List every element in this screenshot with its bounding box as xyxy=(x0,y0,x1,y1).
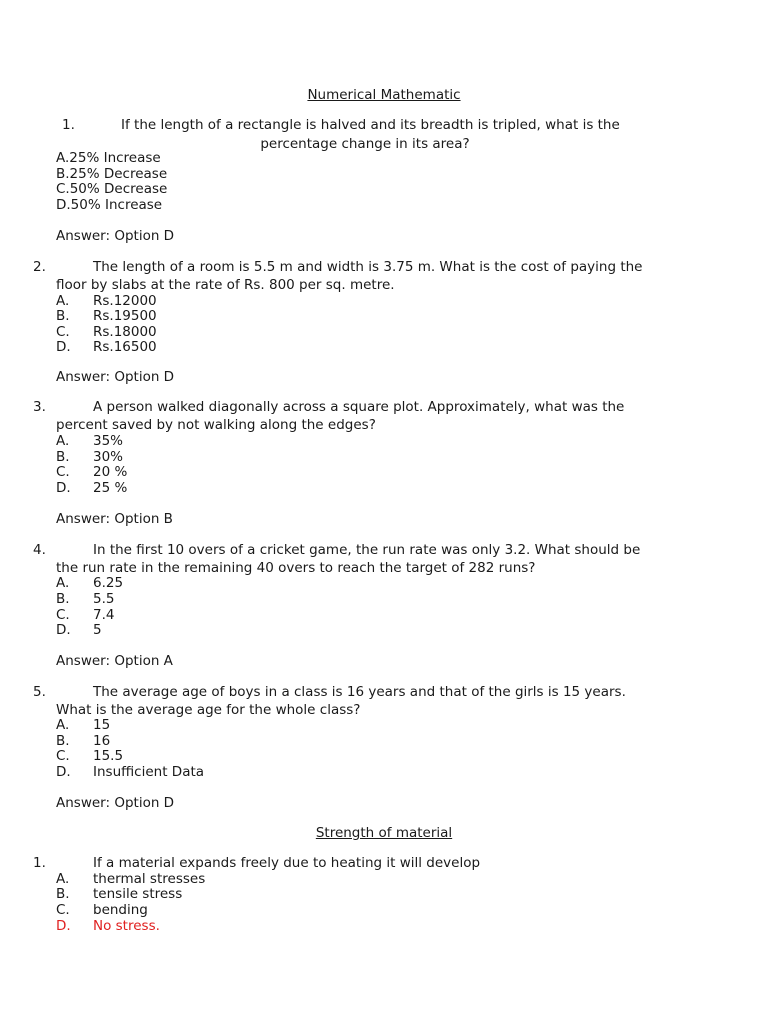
answer: Answer: Option D xyxy=(56,228,175,244)
question-text: If a material expands freely due to heating it will develop xyxy=(93,855,481,871)
option-value: 35% xyxy=(93,433,124,449)
option-label: A. xyxy=(56,575,70,591)
question-number: 1. xyxy=(33,855,46,871)
option-label: A. xyxy=(56,717,70,733)
option-d: D.50% Increase xyxy=(56,197,163,213)
option-label: C. xyxy=(56,607,70,623)
option-label: B. xyxy=(56,449,70,465)
option-label: C. xyxy=(56,748,70,764)
answer: Answer: Option A xyxy=(56,653,173,669)
question-number: 5. xyxy=(33,684,46,700)
option-value: Rs.16500 xyxy=(93,339,157,355)
section-title-numerical: Numerical Mathematic xyxy=(307,87,461,103)
option-value: tensile stress xyxy=(93,886,183,902)
option-value: 5 xyxy=(93,622,102,638)
option-value: 20 % xyxy=(93,464,128,480)
option-label: C. xyxy=(56,324,70,340)
question-text: percent saved by not walking along the edges? xyxy=(56,417,376,433)
question-number: 4. xyxy=(33,542,46,558)
answer: Answer: Option D xyxy=(56,795,175,811)
question-text: percentage change in its area? xyxy=(260,136,470,152)
option-label: B. xyxy=(56,591,70,607)
question-text: What is the average age for the whole class? xyxy=(56,702,361,718)
option-value: Rs.12000 xyxy=(93,293,157,309)
option-label: B. xyxy=(56,886,70,902)
section-title-strength: Strength of material xyxy=(315,825,453,841)
question-text: In the first 10 overs of a cricket game, the run rate was only 3.2. What should be xyxy=(93,542,641,558)
option-value: Rs.18000 xyxy=(93,324,157,340)
option-value: 16 xyxy=(93,733,111,749)
option-a: A.25% Increase xyxy=(56,150,161,166)
option-label: A. xyxy=(56,433,70,449)
option-value: bending xyxy=(93,902,148,918)
option-value: 7.4 xyxy=(93,607,115,623)
question-text: The length of a room is 5.5 m and width is 3.75 m. What is the cost of paying the xyxy=(93,259,643,275)
option-value-highlight: No stress. xyxy=(93,918,160,934)
question-text: the run rate in the remaining 40 overs to reach the target of 282 runs? xyxy=(56,560,536,576)
option-label-highlight: D. xyxy=(56,918,71,934)
option-value: Rs.19500 xyxy=(93,308,157,324)
option-label: C. xyxy=(56,902,70,918)
option-label: D. xyxy=(56,622,71,638)
option-b: B.25% Decrease xyxy=(56,166,168,182)
option-value: 25 % xyxy=(93,480,128,496)
question-number: 2. xyxy=(33,259,46,275)
option-value: thermal stresses xyxy=(93,871,206,887)
question-text: A person walked diagonally across a square plot. Approximately, what was the xyxy=(93,399,625,415)
question-number: 3. xyxy=(33,399,46,415)
option-label: A. xyxy=(56,293,70,309)
question-number: 1. xyxy=(62,117,75,133)
option-value: 15 xyxy=(93,717,111,733)
option-value: 30% xyxy=(93,449,124,465)
option-label: C. xyxy=(56,464,70,480)
option-value: Insufficient Data xyxy=(93,764,205,780)
option-label: B. xyxy=(56,308,70,324)
question-text: The average age of boys in a class is 16 years and that of the girls is 15 years. xyxy=(93,684,626,700)
option-value: 5.5 xyxy=(93,591,115,607)
answer: Answer: Option B xyxy=(56,511,173,527)
option-label: D. xyxy=(56,480,71,496)
option-label: D. xyxy=(56,764,71,780)
question-text: If the length of a rectangle is halved and its breadth is tripled, what is the xyxy=(121,117,620,133)
option-label: B. xyxy=(56,733,70,749)
option-label: D. xyxy=(56,339,71,355)
option-c: C.50% Decrease xyxy=(56,181,168,197)
option-label: A. xyxy=(56,871,70,887)
option-value: 6.25 xyxy=(93,575,124,591)
answer: Answer: Option D xyxy=(56,369,175,385)
option-value: 15.5 xyxy=(93,748,124,764)
question-text: floor by slabs at the rate of Rs. 800 per sq. metre. xyxy=(56,277,395,293)
